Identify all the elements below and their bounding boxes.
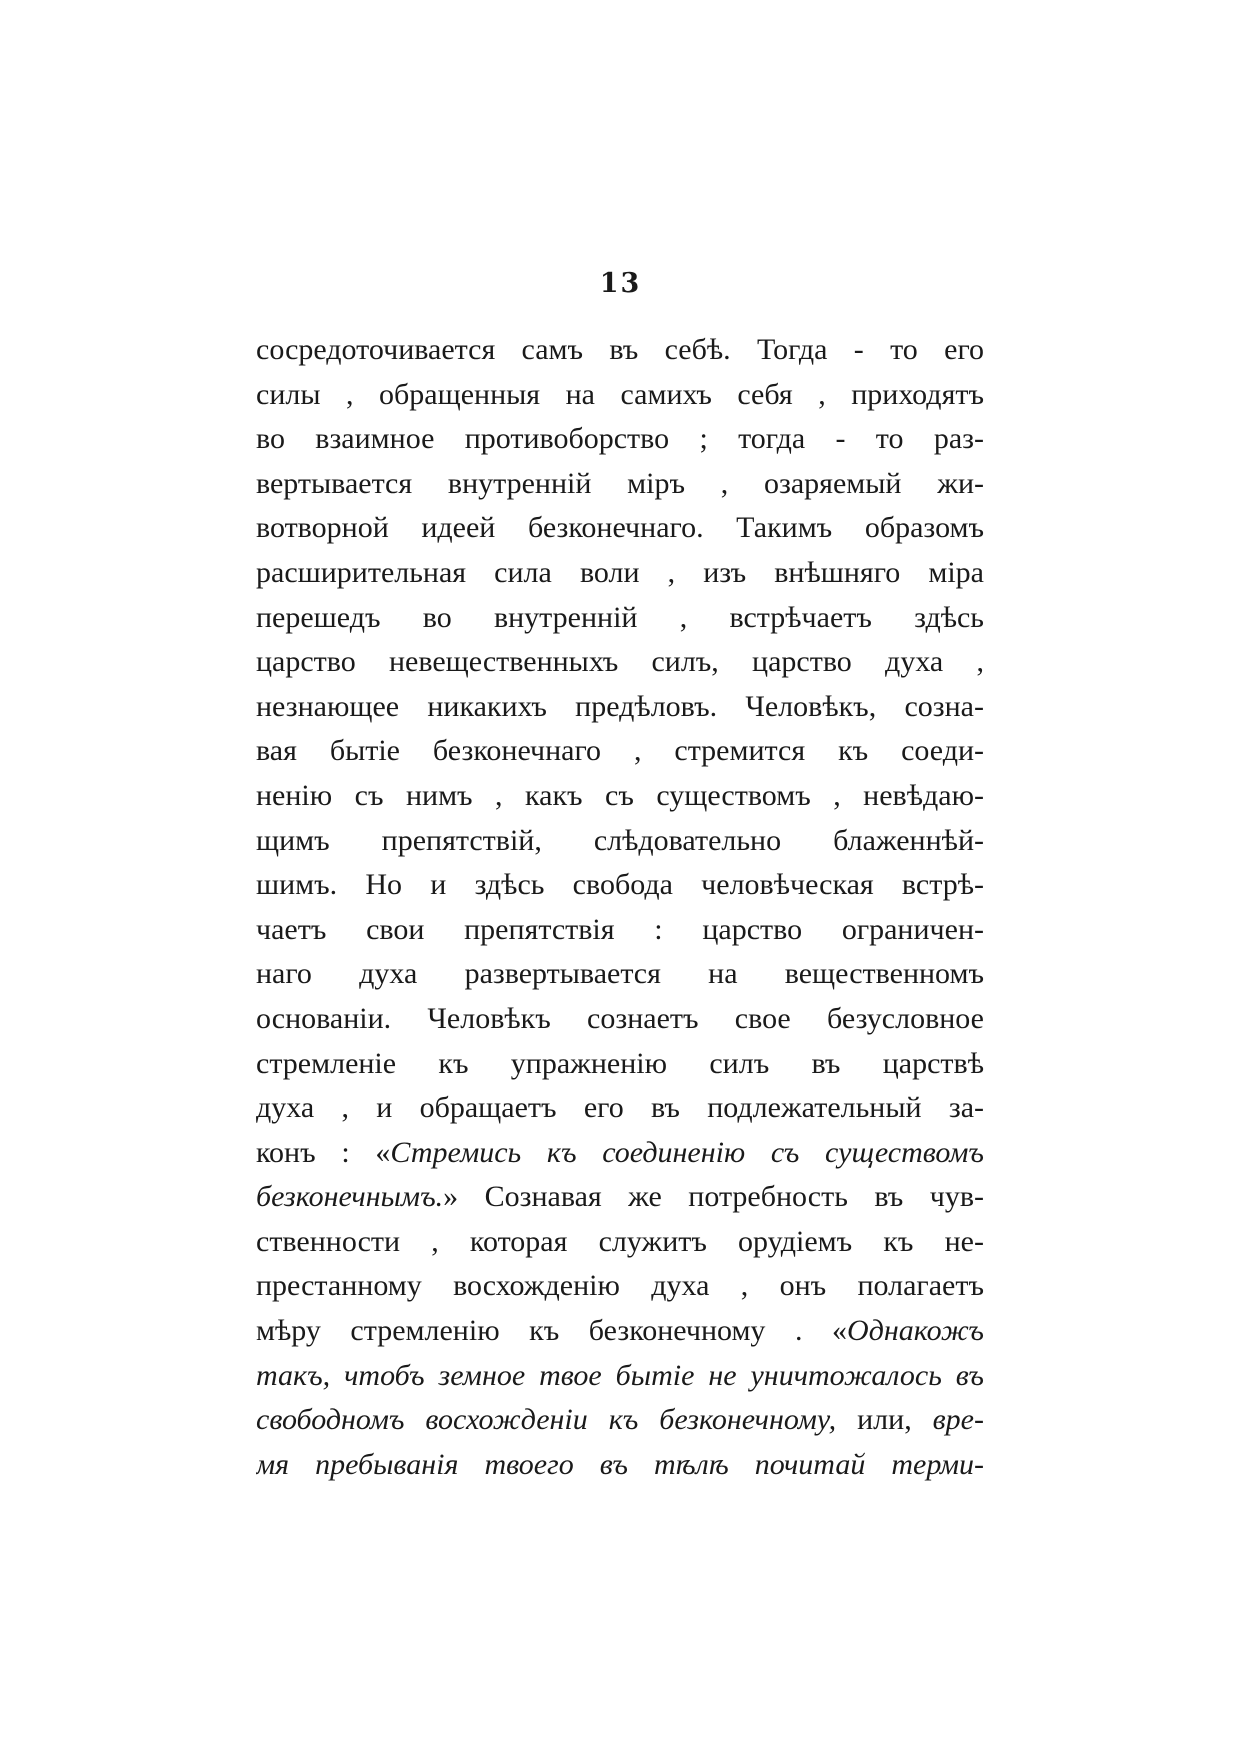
text-line: сосредоточивается самъ въ себѣ. Тогда - то его — [256, 333, 984, 366]
italic-segment: безконечнымъ. — [256, 1180, 444, 1214]
text-line: щимъ препятствій, слѣдовательно блаженнѣй- — [256, 823, 984, 857]
text-line: стремленіе къ упражненію силъ въ царствѣ — [256, 1046, 984, 1080]
text-line-mixed — [256, 1175, 984, 1220]
text-line-italic — [256, 1443, 984, 1488]
text-line: ственности , которая служитъ орудіемъ къ не- — [256, 1224, 984, 1258]
text-line: чаетъ свои препятствія : царство ограничен- — [256, 912, 984, 946]
text-line: ненію съ нимъ , какъ съ существомъ , невѣдаю- — [256, 778, 984, 812]
text-line: духа , и обращаетъ его въ подлежательный за- — [256, 1091, 984, 1125]
italic-segment: свободномъ восхожденіи къ безконечному, — [256, 1403, 837, 1437]
roman-segment: конъ : « — [256, 1135, 391, 1169]
roman-segment: » Сознавая же потребность въ чув- — [443, 1180, 984, 1214]
roman-segment: мѣру стремленію къ безконечному . « — [256, 1314, 848, 1348]
text-line: царство невещественныхъ силъ, царство духа , — [256, 645, 984, 679]
text-line: силы , обращенныя на самихъ себя , приходятъ — [256, 377, 984, 411]
italic-segment: вре- — [932, 1403, 984, 1437]
text-line: вая бытіе безконечнаго , стремится къ соеди- — [256, 734, 984, 768]
text-line: шимъ. Но и здѣсь свобода человѣческая встрѣ- — [256, 868, 984, 902]
italic-segment: Стремись къ соединенію съ существомъ — [390, 1135, 984, 1169]
text-line-mixed — [256, 1309, 984, 1354]
text-line-italic — [256, 1354, 984, 1399]
text-line-mixed — [256, 1131, 984, 1176]
text-line: наго духа развертывается на вещественномъ — [256, 957, 984, 991]
italic-segment: такъ, чтобъ земное твое бытіе не уничтожалось въ — [256, 1358, 984, 1392]
text-line: вотворной идеей безконечнаго. Такимъ образомъ — [256, 511, 984, 545]
text-line: основаніи. Человѣкъ сознаетъ свое безусловное — [256, 1001, 984, 1035]
text-line-mixed — [256, 1398, 984, 1443]
text-line: перешедъ во внутренній , встрѣчаетъ здѣсь — [256, 600, 984, 634]
italic-segment: Однакожъ — [847, 1314, 984, 1348]
text-line: незнающее никакихъ предѣловъ. Человѣкъ, созна- — [256, 689, 984, 723]
page-number: 13 — [599, 268, 642, 299]
text-line: вертывается внутренній міръ , озаряемый жи- — [256, 466, 984, 500]
text-line: престанному восхожденію духа , онъ полагаетъ — [256, 1269, 984, 1303]
body-text — [256, 328, 984, 1487]
italic-segment: мя пребыванія твоего въ тѣлѣ почитай терми- — [256, 1447, 984, 1481]
text-line: во взаимное противоборство ; тогда - то раз- — [256, 422, 984, 456]
text-line: расширительная сила воли , изъ внѣшняго міра — [256, 555, 984, 589]
roman-segment: или, — [836, 1403, 933, 1437]
